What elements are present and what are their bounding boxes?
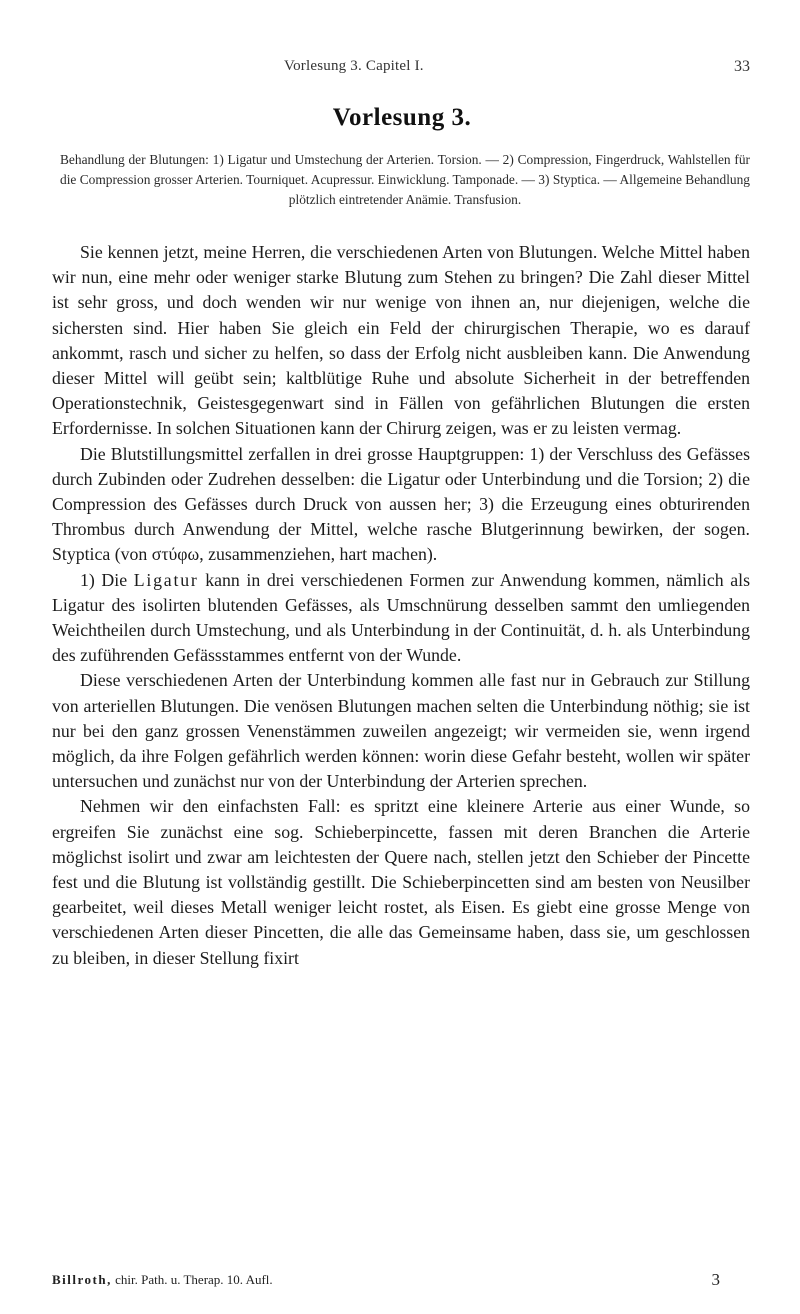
paragraph-main-groups: Die Blutstillungsmittel zerfallen in drei grosse Hauptgruppen: 1) der Verschluss des Gefässes durch Zubinden oder Zudrehen desselben: die Ligatur oder Unterbindung und die Torsion; 2) die Compression des Gefässes durch Druck von aussen her; 3) die Erzeugung eines obturirenden Thrombus durch Anwendung der Mittel, welche rasche Blutgerinnung bewirken, der sogen. Styptica (von στύφω, zusammenziehen, hart machen). [52, 443, 750, 565]
paragraph-ligature [52, 568, 750, 669]
paragraph-simple-case: Nehmen wir den einfachsten Fall: es spritzt eine kleinere Arterie aus einer Wunde, so ergreifen Sie zunächst eine sog. Schieberpincette, fassen mit deren Branchen die Arterie möglichst isolirt und zwar am leichtesten der Quere nach, stellen jetzt den Schieber der Pincette fest und die Blutung ist vollständig gestillt. Die Schieberpincetten sind am besten von Neusilber gearbeitet, weil dieses Metall weniger leicht rostet, als Eisen. Es giebt eine grosse Menge von verschiedenen Arten dieser Pincetten, die alle das Gemeinsame haben, dass sie, um geschlossen zu bleiben, in dieser Stellung fixirt [52, 796, 750, 968]
ligature-term: Ligatur [133, 569, 199, 590]
lecture-title: Vorlesung 3. [332, 104, 472, 131]
footer-author: Billroth, [52, 1272, 112, 1287]
footer-publication [52, 1272, 273, 1288]
body-text [52, 240, 750, 971]
running-head [52, 58, 752, 80]
running-title: Vorlesung 3. Capitel I. [284, 58, 424, 74]
chapter-summary: Behandlung der Blutungen: 1) Ligatur und Umstechung der Arterien. Torsion. — 2) Compression, Fingerdruck, Wahlstellen für die Compression grosser Arterien. Tourniquet. Acupressur. Einwicklung. Tamponade. — 3) Styptica. — Allgemeine Behandlung plötzlich eintretender Anämie. Transfusion. [60, 152, 750, 207]
page-footer [52, 1272, 752, 1292]
paragraph-ligature-rest: kann in drei verschiedenen Formen zur Anwendung kommen, nämlich als Ligatur des isolirten blutenden Gefässes, als Umschnürung desselben sammt den umliegenden Weichtheilen durch Umstechung, und als Unterbindung in der Continuität, d. h. als Unterbindung des zuführenden Gefässstammes entfernt von der Wunde. [52, 569, 750, 666]
page-number: 33 [734, 58, 750, 75]
paragraph-ligature-types: Diese verschiedenen Arten der Unterbindung kommen alle fast nur in Gebrauch zur Stillung von arteriellen Blutungen. Die venösen Blutungen machen selten die Unterbindung nöthig; sie ist nur bei den ganz grossen Venenstämmen zuweilen angezeigt; wir vermeiden sie, wenn irgend möglich, da ihre Folgen gefährlich werden können: worin diese Gefahr besteht, wollen wir später untersuchen und zunächst nur von der Unterbindung der Arterien sprechen. [52, 670, 750, 792]
book-page [52, 0, 752, 1314]
paragraph-intro: Sie kennen jetzt, meine Herren, die verschiedenen Arten von Blutungen. Welche Mittel haben wir nun, eine mehr oder weniger starke Blutung zum Stehen zu bringen? Die Zahl dieser Mittel ist sehr gross, und doch wenden wir nur wenige von ihnen an, nur diejenigen, welche die sichersten sind. Hier haben Sie gleich ein Feld der chirurgischen Therapie, wo es darauf ankommt, rasch und sicher zu helfen, so dass der Erfolg nicht ausbleiben kann. Die Anwendung dieser Mittel will geübt sein; kaltblütige Ruhe und absolute Sicherheit in der betreffenden Operationstechnik, Geistesgegenwart sind in Fällen von gefährlichen Blutungen die ersten Erfordernisse. In solchen Situationen kann der Chirurg zeigen, was er zu leisten vermag. [52, 242, 750, 439]
paragraph-ligature-lead: 1) Die [80, 569, 134, 590]
sheet-signature: 3 [711, 1270, 720, 1289]
footer-publication-title: chir. Path. u. Therap. 10. Aufl. [111, 1272, 273, 1287]
